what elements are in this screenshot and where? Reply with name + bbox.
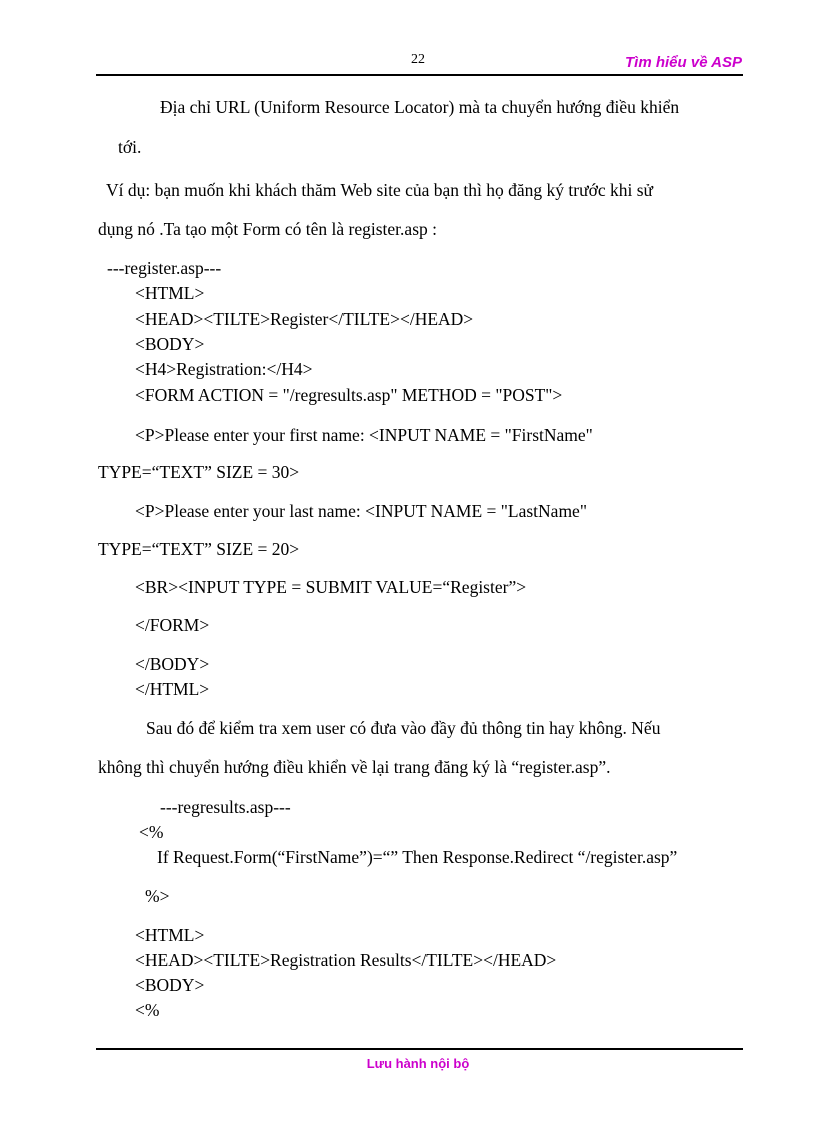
code-line: TYPE=“TEXT” SIZE = 20> (98, 539, 300, 559)
body-paragraph-line: Ví dụ: bạn muốn khi khách thăm Web site của bạn thì họ đăng ký trước khi sử (106, 180, 654, 200)
code-line: <FORM ACTION = "/regresults.asp" METHOD = "POST"> (135, 385, 563, 405)
code-line: <BR><INPUT TYPE = SUBMIT VALUE=“Register”> (135, 577, 527, 597)
code-line: <P>Please enter your last name: <INPUT NAME = "LastName" (135, 501, 587, 521)
code-line: ---regresults.asp--- (160, 797, 291, 817)
code-line: <HEAD><TILTE>Registration Results</TILTE></HEAD> (135, 950, 557, 970)
code-line: </HTML> (135, 679, 210, 699)
code-line: <P>Please enter your first name: <INPUT NAME = "FirstName" (135, 425, 593, 445)
body-paragraph-line: dụng nó .Ta tạo một Form có tên là register.asp : (98, 219, 437, 239)
code-line: <BODY> (135, 975, 205, 995)
code-line: <H4>Registration:</H4> (135, 359, 313, 379)
code-line: If Request.Form(“FirstName”)=“” Then Response.Redirect “/register.asp” (157, 847, 678, 867)
code-line: </BODY> (135, 654, 210, 674)
code-line: <HTML> (135, 283, 205, 303)
code-line: ---register.asp--- (107, 258, 222, 278)
code-line: <BODY> (135, 334, 205, 354)
page-number: 22 (411, 52, 425, 67)
body-paragraph-line: Sau đó để kiểm tra xem user có đưa vào đầy đủ thông tin hay không. Nếu (146, 718, 661, 738)
code-line: %> (145, 886, 170, 906)
code-line: </FORM> (135, 615, 210, 635)
code-line: <% (139, 822, 164, 842)
header-title: Tìm hiểu về ASP (625, 54, 742, 71)
body-paragraph-line: Địa chỉ URL (Uniform Resource Locator) mà ta chuyển hướng điều khiển (160, 97, 680, 117)
code-line: <% (135, 1000, 160, 1020)
header-rule (96, 74, 743, 76)
code-line: <HEAD><TILTE>Register</TILTE></HEAD> (135, 309, 474, 329)
code-line: TYPE=“TEXT” SIZE = 30> (98, 462, 300, 482)
body-paragraph-line: tới. (118, 137, 142, 157)
code-line: <HTML> (135, 925, 205, 945)
footer-rule (96, 1048, 743, 1050)
footer-text: Lưu hành nội bộ (366, 1056, 470, 1071)
body-paragraph-line: không thì chuyển hướng điều khiển về lại trang đăng ký là “register.asp”. (98, 757, 611, 777)
